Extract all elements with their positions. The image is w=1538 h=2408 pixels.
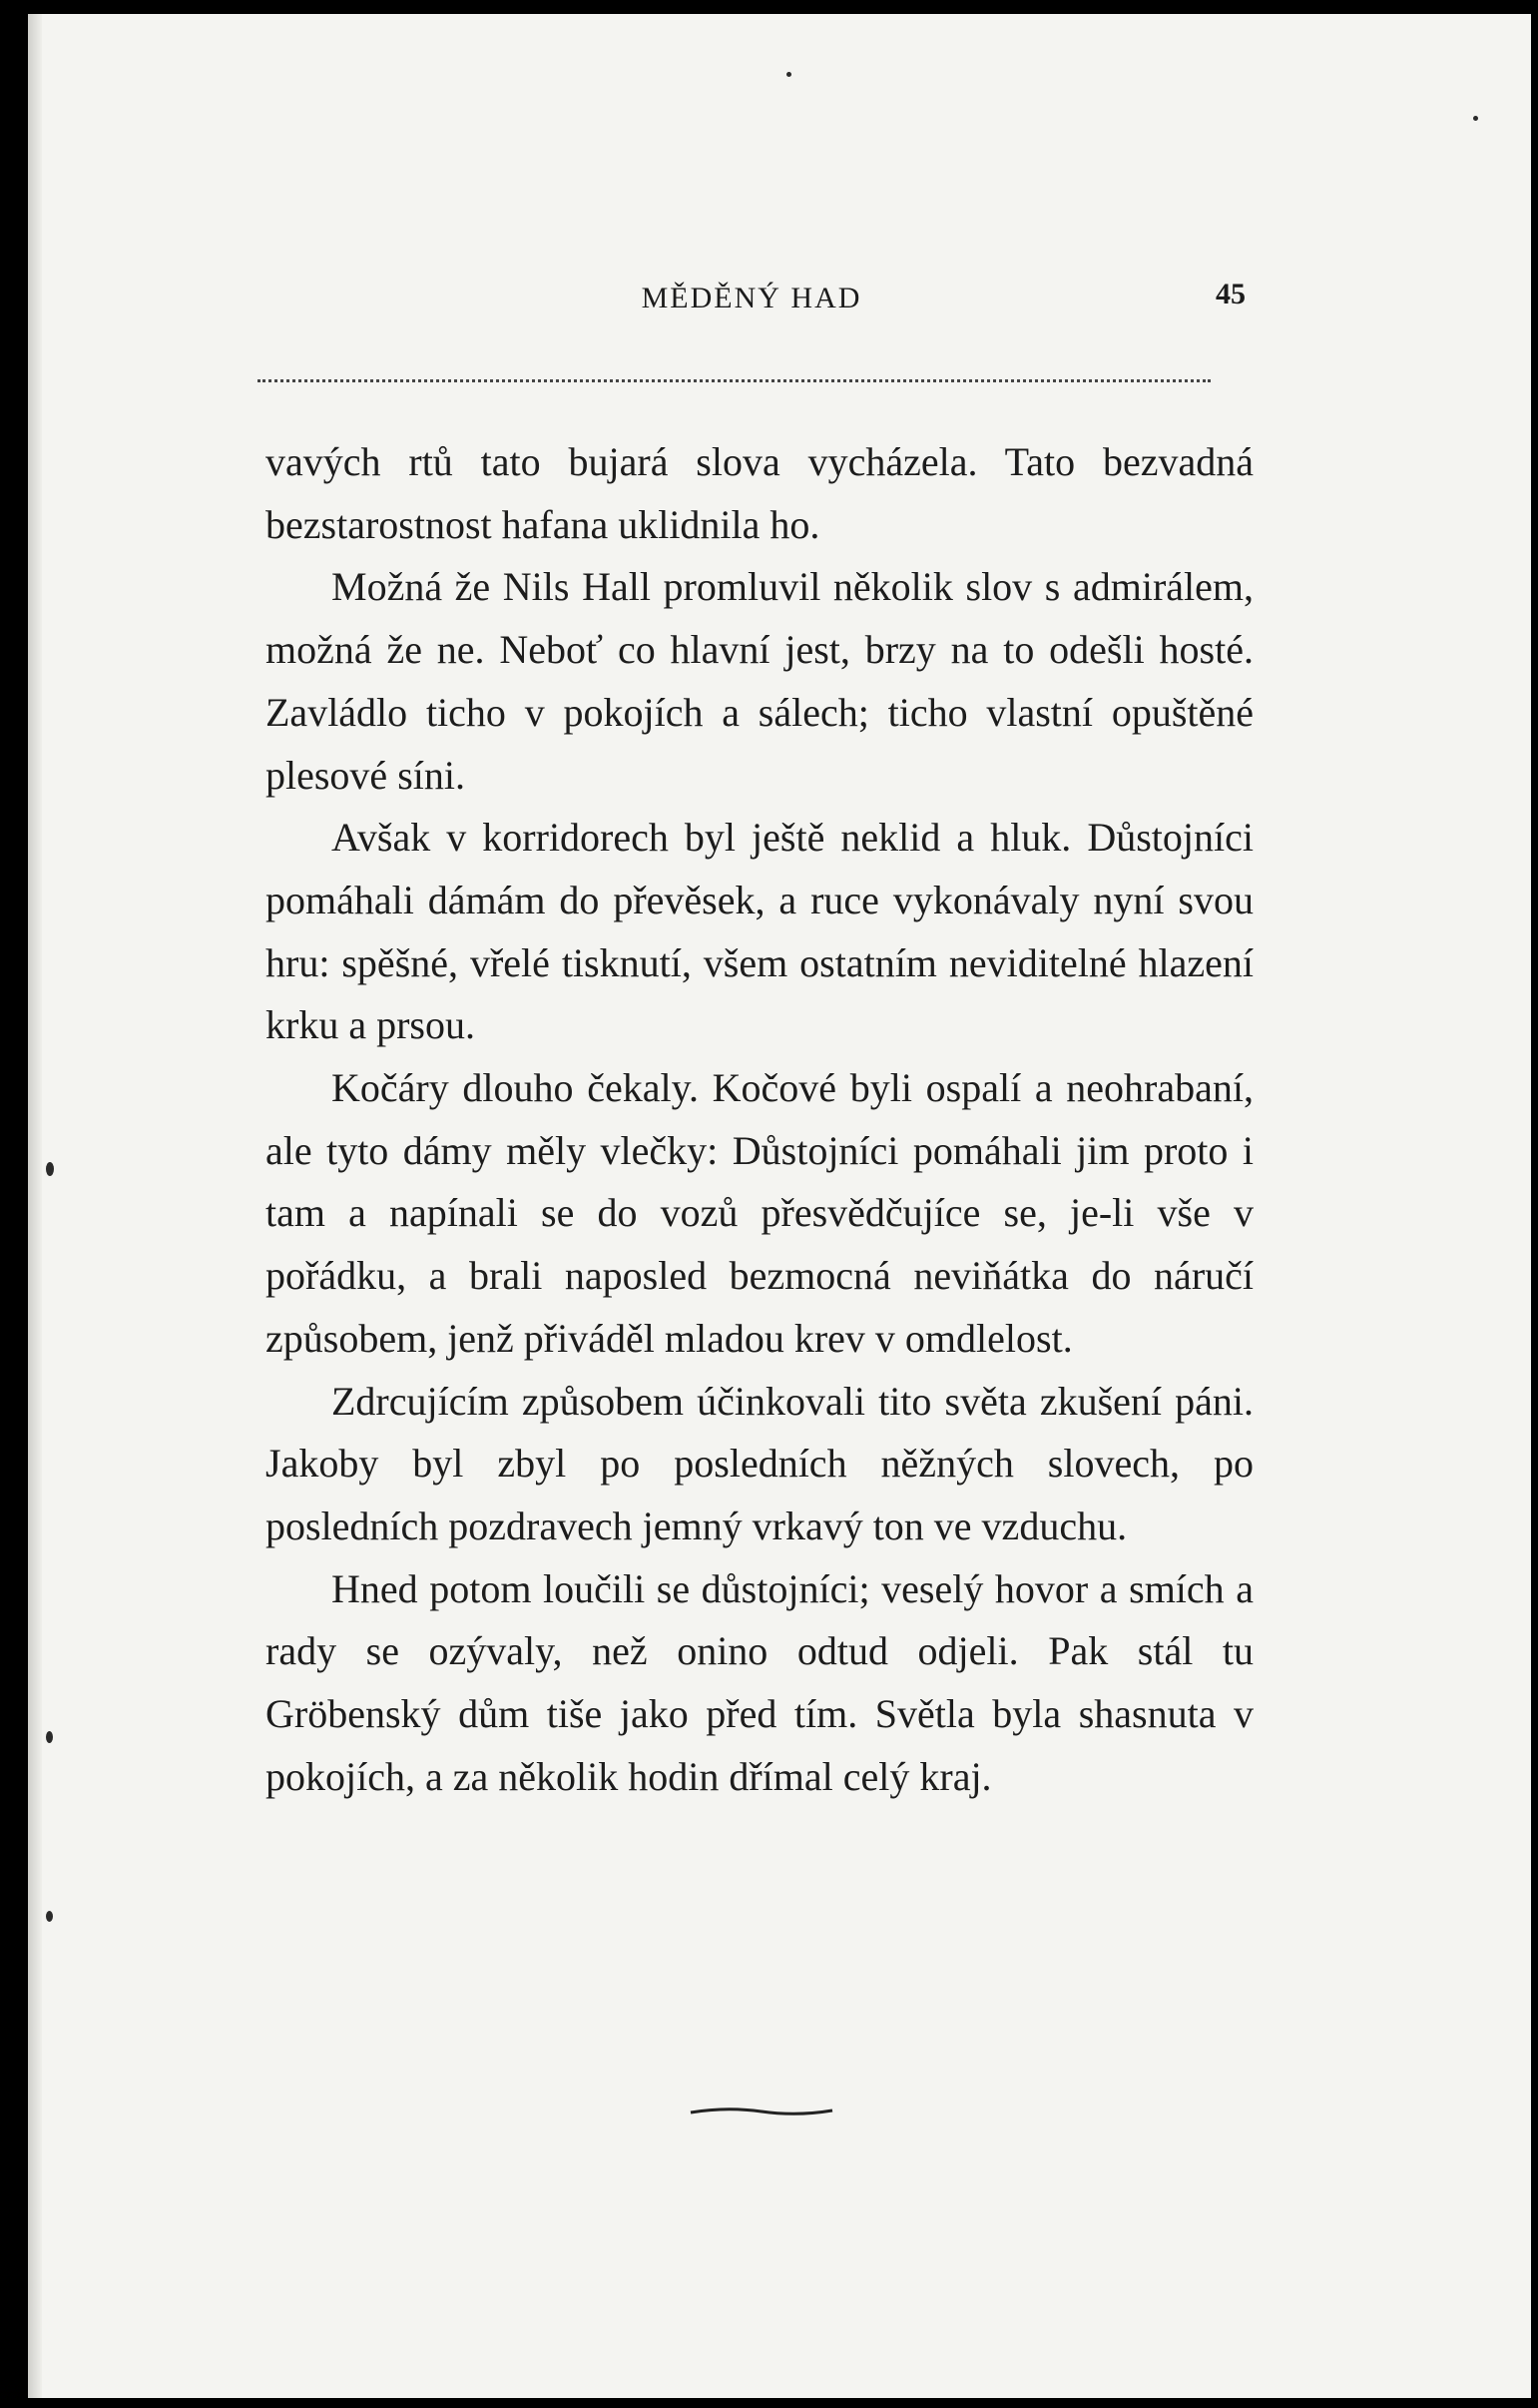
book-page [28,14,1531,2398]
paragraph: Možná že Nils Hall promluvil několik slov s admirálem, možná že ne. Neboť co hlavní jest, brzy na to odešli hosté. Zavládlo ticho v pokojích a sálech; ticho vlastní opuštěné plesové síni. [265,564,1254,798]
paragraph: Avšak v korridorech byl ještě neklid a hluk. Důstojníci pomáhali dámám do převěsek, a ruce vykonávaly nyní svou hru: spěšné, vřelé tisknutí, všem ostatním neviditelné hlazení krku a prsou. [265,815,1254,1048]
paragraph: Kočáry dlouho čekaly. Kočové byli ospalí a neohrabaní, ale tyto dámy měly vlečky: Důstojníci pomáhali jim proto i tam a napínali se do vozů přesvědčujíce se, je-li vše v pořádku, a brali naposled bezmocná neviňátka do náručí způsobem, jenž přiváděl mladou krev v omdlelost. [265,1065,1254,1361]
ink-speck [46,1162,54,1176]
paragraph: vavých rtů tato bujará slova vycházela. Tato bezvadná bezstarostnost hafana uklidnila ho. [265,439,1254,547]
paragraph: Hned potom loučili se důstojníci; veselý hovor a smích a rady se ozývaly, než onino odtud odjeli. Pak stál tu Gröbenský dům tiše jako před tím. Světla byla shasnuta v pokojích, a za několik hodin dřímal celý kraj. [265,1565,1254,1799]
ink-speck [46,1911,53,1922]
header-rule [257,379,1211,382]
paragraph: Zdrcujícím způsobem účinkovali tito světa zkušení páni. Jakoby byl zbyl po posledních něžných slovech, po posledních pozdravech jemný vrkavý ton ve vzduchu. [265,1378,1254,1548]
ink-speck [786,72,791,77]
ink-speck [46,1731,53,1743]
end-ornament [687,2101,836,2120]
running-title: MĚDĚNÝ HAD [641,282,862,314]
page-number: 45 [1216,278,1246,310]
body-text [265,431,1254,1808]
page-header [257,278,1246,331]
ink-speck [1473,116,1478,121]
binding-edge [28,14,42,2398]
